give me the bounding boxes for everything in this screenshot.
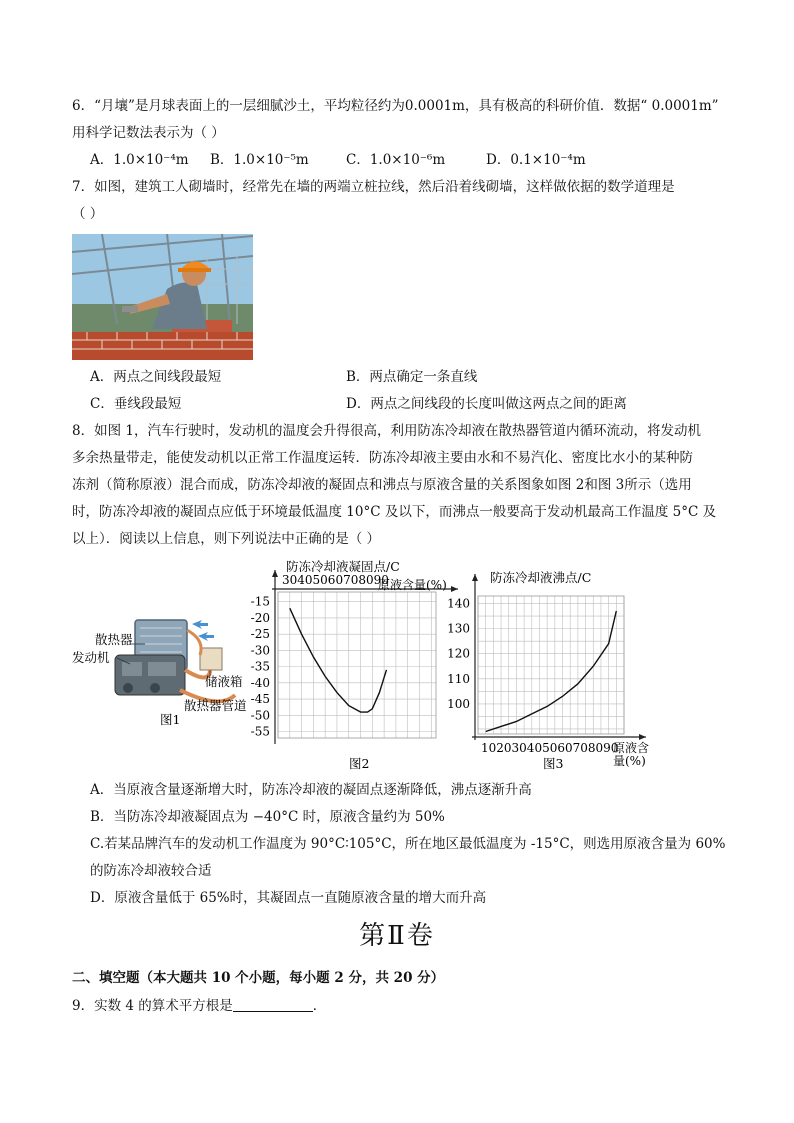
fig1-label-reservoir: 储液箱 [205,674,243,689]
q8-stem-line2: 多余热量带走，能使发动机以正常工作温度运转．防冻冷却液主要由水和不易汽化、密度比水小的某种防 [72,450,693,466]
fig2-y-tick-label: -55 [250,724,270,739]
fig3-y-tick-label: 140 [447,596,470,611]
fig1-label-pipe: 散热器管道 [184,698,247,713]
q6-option-b[interactable]: B．1.0×10⁻⁵m [210,152,309,168]
q6-option-d[interactable]: D．0.1×10⁻⁴m [486,152,586,168]
q9-stem [72,996,326,1016]
fig3-caption: 图3 [543,756,564,771]
q8-stem-line3: 冻剂（简称原液）混合而成，防冻冷却液的凝固点和沸点与原液含量的关系图象如图 2和图 3所示（选用 [72,477,692,493]
q8-figures [60,560,660,775]
fig2-y-tick-label: -35 [250,659,270,674]
fig2-x-axis-label: 原液含量(%) [378,578,447,592]
fig2-y-tick-label: -40 [250,675,270,690]
q7-option-a[interactable]: A．两点之间线段最短 [90,369,222,385]
fig2-caption: 图2 [349,756,370,771]
q9-end: ． [312,998,327,1014]
q8-option-b[interactable]: B．当防冻冷却液凝固点为 −40°C 时，原液含量约为 50% [90,809,445,825]
fig3-x-axis-arrow [639,734,646,740]
q7-stem-line1: 7．如图，建筑工人砌墙时，经常先在墙的两端立桩拉线，然后沿着线砌墙，这样做依据的数学道理是 [72,179,675,195]
fig3-y-tick-label: 110 [447,671,470,686]
q7-stem-line2: （ ） [72,206,104,222]
q9-text: 9．实数 4 的算术平方根是 [72,998,233,1014]
fig3-y-tick-label: 130 [447,621,470,636]
bricklayer-illustration [72,234,253,360]
q8-option-c[interactable]: C.若某品牌汽车的发动机工作温度为 90°C∶105°C，所在地区最低温度为 -15°C，则选用原液含量为 60% [90,836,726,852]
fig3-x-axis-label: 原液含 [613,741,650,755]
fig3-grid-border [478,596,624,734]
q6-option-c[interactable]: C．1.0×10⁻⁶m [346,152,446,168]
fig3-y-axis-label: 防冻冷却液沸点/C [490,570,592,585]
fig2-y-tick-label: -25 [250,627,270,642]
fig3-y-tick-label: 120 [447,646,470,661]
q9-answer-blank[interactable] [233,997,313,1012]
q8-option-a[interactable]: A．当原液含量逐渐增大时，防冻冷却液的凝固点逐渐降低，沸点逐渐升高 [90,782,532,798]
fig2-x-axis-arrow [451,586,458,592]
fig1-label-engine: 发动机 [72,650,110,665]
fig1-label-radiator: 散热器 [95,632,133,647]
q7-option-c[interactable]: C．垂线段最短 [90,396,182,412]
fig2-y-tick-label: -15 [250,594,270,609]
q8-stem-line1: 8．如图 1，汽车行驶时，发动机的温度会升得很高，利用防冻冷却液在散热器管道内循环流动，将发动机 [72,423,701,439]
section-heading: 二、填空题（本大题共 10 个小题，每小题 2 分，共 20 分） [72,970,445,986]
fig3-x-axis-label: 量(%) [613,754,646,768]
fig1-caption: 图1 [160,712,181,727]
fig2-y-tick-label: -50 [250,708,270,723]
fig2-y-tick-label: -20 [250,610,270,625]
fig3-x-tick-labels: 102030405060708090 [481,741,619,755]
q8-option-d[interactable]: D．原液含量低于 65%时，其凝固点一直随原液含量的增大而升高 [90,890,487,906]
fig3-boiling-point-chart [447,570,649,771]
fig2-series-line [290,608,387,712]
q7-option-b[interactable]: B．两点确定一条直线 [346,369,478,385]
volume-title: 第Ⅱ卷 [359,921,435,951]
fig3-y-axis-arrow [472,574,478,581]
q8-stem-line5: 以上）．阅读以上信息，则下列说法中正确的是（ ） [72,531,381,547]
q8-stem-line4: 时，防冻冷却液的凝固点应低于环境最低温度 10°C 及以下，而沸点一般要高于发动机最高工作温度 5°C 及 [72,504,717,520]
fig3-y-tick-label: 100 [447,696,470,711]
fig2-y-axis-arrow [272,570,278,577]
q7-option-d[interactable]: D．两点之间线段的长度叫做这两点之间的距离 [346,396,627,412]
fig3-series-line [486,611,617,731]
fig2-y-tick-label: -45 [250,692,270,707]
fig1-engine-illustration [115,620,235,702]
fig2-freezing-point-chart [251,560,458,771]
bricklayer-photo [72,234,253,360]
q6-stem-line1: 6．“月壤”是月球表面上的一层细腻沙土，平均粒径约为0.0001m，具有极高的科研价值．数据“ 0.0001m” [72,98,719,114]
fig2-y-axis-label: 防冻冷却液凝固点/C [286,560,400,574]
fig2-y-tick-label: -30 [250,643,270,658]
q8-option-c-cont: 的防冻冷却液较合适 [90,863,212,879]
fig2-x-tick-labels: 30405060708090 [282,573,389,587]
q6-stem-line2: 用科学记数法表示为（ ） [72,125,225,141]
q6-option-a[interactable]: A．1.0×10⁻⁴m [90,152,189,168]
